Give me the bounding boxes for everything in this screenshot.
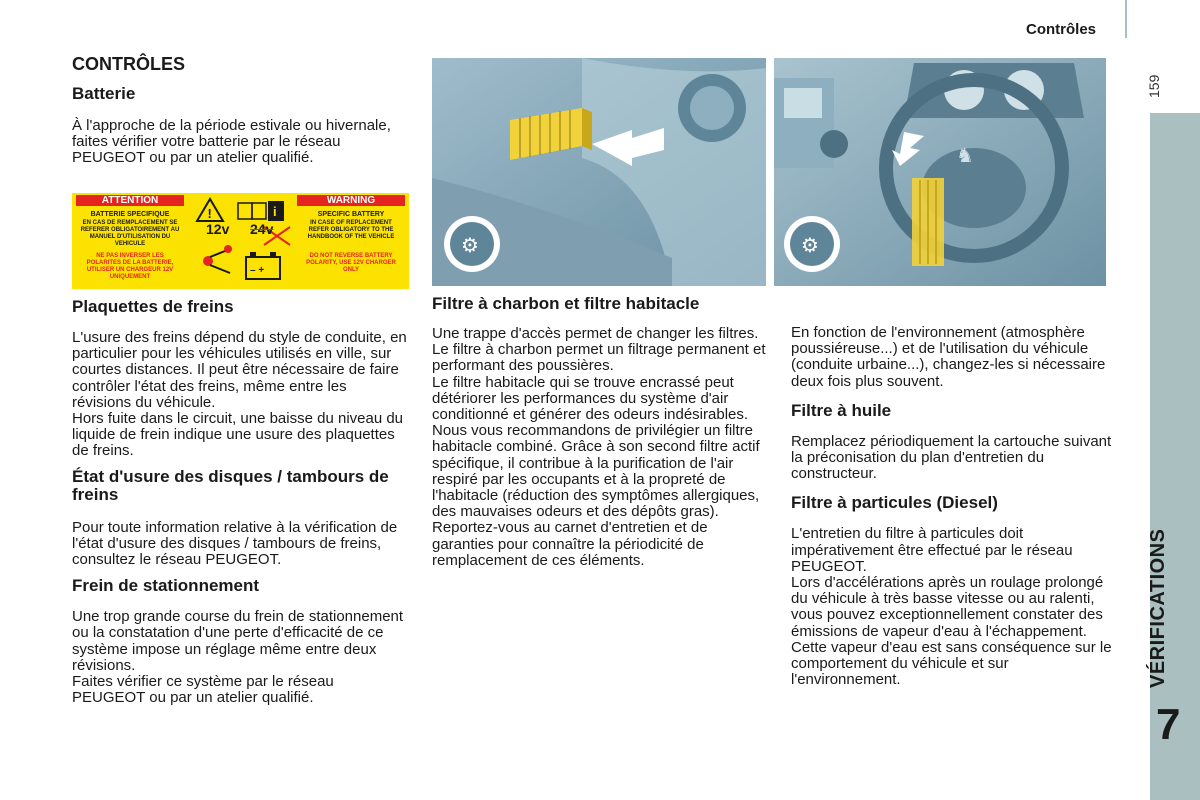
dashboard-illustration (774, 58, 1106, 286)
warning-band: WARNING (297, 195, 405, 206)
filters-text-2: Le filtre à charbon permet un filtrage permanent et performant des poussières. (432, 341, 766, 375)
right-label-title: SPECIFIC BATTERY (317, 211, 385, 218)
svg-text:!: ! (207, 206, 212, 221)
header-rule (1125, 0, 1127, 38)
battery-text: À l'approche de la période estivale ou hivernale, faites vérifier votre batterie par le réseau PEUGEOT ou par un atelier qualifié. (72, 117, 391, 167)
chapter-tab (1150, 113, 1200, 800)
left-label-title: BATTERIE SPECIFIQUE (90, 211, 170, 218)
voltage-12v: 12v (206, 221, 230, 237)
brake-pads-text-1: L'usure des freins dépend du style de conduite, en particulier pour les véhicules utilisés en ville, sur courtes distances. Il peut être nécessaire de faire contrôler l'état des freins, même entre les révisions du véhicule. (72, 329, 407, 411)
filters-text-3: Le filtre habitacle qui se trouve encrassé peut détériorer les performances du système d'air conditionné et générer des odeurs indésirables. (432, 373, 749, 424)
page-number: 159 (1146, 74, 1162, 98)
brake-pads-text-2: Hors fuite dans le circuit, une baisse du niveau du liquide de frein indique une usure des plaquettes de freins. (72, 410, 404, 460)
oil-filter-icon (912, 178, 944, 266)
voltage-24v: 24v (250, 221, 274, 237)
filters-text-5: Reportez-vous au carnet d'entretien et de garanties pour connaître la périodicité de remplacement de ces éléments. (432, 519, 708, 569)
svg-text:♞: ♞ (956, 143, 974, 167)
svg-text:⚙: ⚙ (801, 233, 819, 257)
filters-text-1: Une trappe d'accès permet de changer les filtres. (432, 325, 759, 342)
left-column-lower (72, 298, 408, 706)
brake-pads-title: Plaquettes de freins (72, 297, 234, 316)
oil-filter-title: Filtre à huile (791, 400, 892, 420)
parking-brake-title: Frein de stationnement (72, 576, 260, 596)
right-label-text: IN CASE OF REPLACEMENT REFER OBLIGATORY TO THE HANDBOOK OF THE VEHICLE (307, 220, 395, 240)
right-column (791, 325, 1116, 688)
left-label-red: NE PAS INVERSER LES POLARITES DE LA BATTERIE, UTILISER UN CHARGEUR 12V UNIQUEMENT (86, 253, 174, 280)
filter-access-illustration (432, 58, 766, 286)
svg-text:– +: – + (250, 265, 265, 276)
filters-frequency-text: En fonction de l'environnement (atmosphère poussiéreuse...) et de l'utilisation du véhicule (conduite urbaine...), changez-les si nécessaire deux fois plus souvent. (791, 324, 1106, 390)
svg-text:⚙: ⚙ (461, 233, 479, 257)
oil-filter-text: Remplacez périodiquement la cartouche suivant la préconisation du plan d'entretien du constructeur. (791, 432, 1112, 483)
discs-text: Pour toute information relative à la vérification de l'état d'usure des disques / tambours de freins, consultez le réseau PEUGEOT. (72, 518, 398, 569)
filters-text-4: Nous vous recommandons de privilégier un filtre habitacle combiné. Grâce à son second filtre actif spécifique, il contribue à la purification de l'air respiré par les occupants et à la propreté de l'habitacle (réduction des symptômes allergiques, des mauvaises odeurs et des dépôts gras). (432, 422, 760, 521)
attention-band: ATTENTION (76, 195, 184, 206)
particle-filter-text-1: L'entretien du filtre à particules doit impérativement être effectué par le réseau PEUGEOT. (791, 525, 1073, 575)
middle-column (432, 295, 772, 569)
filters-title: Filtre à charbon et filtre habitacle (432, 294, 700, 313)
discs-title: État d'usure des disques / tambours de freins (72, 466, 389, 504)
section-header: Contrôles (1026, 21, 1097, 38)
battery-warning-label (72, 193, 409, 289)
particle-filter-text-2: Lors d'accélérations après un roulage prolongé du véhicule à très basse vitesse ou au ralenti, vous pouvez exceptionnellement constater des émissions de vapeur d'eau à l'échappement. Cette vapeur d'eau est sans conséquence sur le comportement du véhicule et sur l'environnement. (791, 574, 1112, 689)
battery-pictogram-icon (190, 197, 292, 287)
chapter-number: 7 (1156, 700, 1181, 749)
svg-text:i: i (273, 204, 277, 219)
page-title: CONTRÔLES (72, 54, 186, 74)
chapter-title: VÉRIFICATIONS (1147, 528, 1169, 688)
parking-brake-text-2: Faites vérifier ce système par le réseau PEUGEOT ou par un atelier qualifié. (72, 673, 334, 707)
parking-brake-text-1: Une trop grande course du frein de stationnement ou la constatation d'une perte d'efficacité de ce système impose un réglage même entre deux révisions. (72, 608, 404, 674)
battery-title: Batterie (72, 84, 136, 103)
right-label-red: DO NOT REVERSE BATTERY POLARITY, USE 12V CHARGER ONLY (306, 253, 396, 273)
left-label-text: EN CAS DE REMPLACEMENT SE REFERER OBLIGATOIREMENT AU MANUEL D'UTILISATION DU VEHICULE (80, 220, 180, 247)
particle-filter-title: Filtre à particules (Diesel) (791, 493, 998, 513)
